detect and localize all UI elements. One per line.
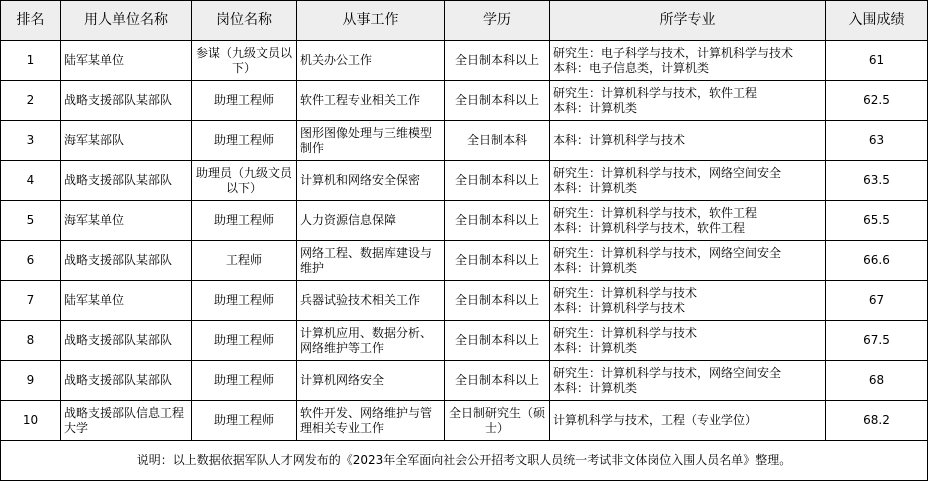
table-row <box>1 281 928 321</box>
position-cell: 工程师 <box>192 241 297 281</box>
major-cell <box>550 121 826 161</box>
work-cell: 人力资源信息保障 <box>297 201 445 241</box>
rank-cell: 1 <box>1 41 61 81</box>
work-cell: 计算机和网络安全保密 <box>297 161 445 201</box>
position-cell: 助理工程师 <box>192 361 297 401</box>
rank-cell: 2 <box>1 81 61 121</box>
major-cell <box>550 81 826 121</box>
unit-cell: 海军某部队 <box>61 121 192 161</box>
work-cell: 计算机应用、数据分析、网络维护等工作 <box>297 321 445 361</box>
major-cell <box>550 161 826 201</box>
table-row <box>1 41 928 81</box>
unit-cell: 海军某单位 <box>61 201 192 241</box>
score-cell: 68.2 <box>826 401 928 441</box>
major-cell <box>550 401 826 441</box>
education-cell: 全日制本科以上 <box>445 321 550 361</box>
major-cell <box>550 241 826 281</box>
major-line: 研究生：计算机科学与技术，软件工程 <box>553 85 758 100</box>
education-cell: 全日制本科以上 <box>445 281 550 321</box>
position-cell: 助理工程师 <box>192 281 297 321</box>
unit-cell: 战略支援部队信息工程大学 <box>61 401 192 441</box>
header-row <box>1 1 928 41</box>
rank-cell: 3 <box>1 121 61 161</box>
header-score: 入围成绩 <box>826 1 928 41</box>
table-note: 说明：以上数据依据军队人才网发布的《2023年全军面向社会公开招考文职人员统一考试非文体岗位入围人员名单》整理。 <box>1 441 928 481</box>
major-line: 研究生：计算机科学与技术 <box>553 285 698 300</box>
major-cell <box>550 361 826 401</box>
education-cell: 全日制本科以上 <box>445 41 550 81</box>
header-major: 所学专业 <box>550 1 826 41</box>
position-cell: 助理工程师 <box>192 81 297 121</box>
unit-cell: 战略支援部队某部队 <box>61 161 192 201</box>
education-cell: 全日制本科以上 <box>445 241 550 281</box>
major-line: 研究生：电子科学与技术，计算机科学与技术 <box>553 45 794 60</box>
position-cell: 参谋（九级文员以下） <box>192 41 297 81</box>
score-cell: 62.5 <box>826 81 928 121</box>
table-row <box>1 121 928 161</box>
major-line: 研究生：计算机科学与技术，网络空间安全 <box>553 365 782 380</box>
education-cell: 全日制本科以上 <box>445 361 550 401</box>
table-row <box>1 361 928 401</box>
work-cell: 软件开发、网络维护与管理相关专业工作 <box>297 401 445 441</box>
major-line: 研究生：计算机科学与技术 <box>553 325 698 340</box>
table-row <box>1 401 928 441</box>
major-line: 研究生：计算机科学与技术，网络空间安全 <box>553 165 782 180</box>
header-education: 学历 <box>445 1 550 41</box>
major-line: 计算机科学与技术，工程（专业学位） <box>553 413 758 427</box>
work-cell: 机关办公工作 <box>297 41 445 81</box>
header-work: 从事工作 <box>297 1 445 41</box>
work-cell: 计算机网络安全 <box>297 361 445 401</box>
rank-cell: 4 <box>1 161 61 201</box>
table-row <box>1 161 928 201</box>
unit-cell: 战略支援部队某部队 <box>61 361 192 401</box>
score-cell: 66.6 <box>826 241 928 281</box>
education-cell: 全日制本科 <box>445 121 550 161</box>
unit-cell: 陆军某单位 <box>61 281 192 321</box>
header-unit: 用人单位名称 <box>61 1 192 41</box>
rank-cell: 8 <box>1 321 61 361</box>
table-row <box>1 81 928 121</box>
major-cell <box>550 321 826 361</box>
score-cell: 63 <box>826 121 928 161</box>
header-position: 岗位名称 <box>192 1 297 41</box>
rank-cell: 9 <box>1 361 61 401</box>
unit-cell: 战略支援部队某部队 <box>61 241 192 281</box>
major-line: 本科：计算机类 <box>553 340 638 355</box>
score-cell: 63.5 <box>826 161 928 201</box>
major-line: 本科：计算机类 <box>553 180 638 195</box>
major-line: 本科：计算机科学与技术 <box>553 300 686 315</box>
work-cell: 软件工程专业相关工作 <box>297 81 445 121</box>
education-cell: 全日制本科以上 <box>445 201 550 241</box>
position-cell: 助理工程师 <box>192 121 297 161</box>
work-cell: 网络工程、数据库建设与维护 <box>297 241 445 281</box>
major-line: 本科：计算机类 <box>553 380 638 395</box>
rank-cell: 6 <box>1 241 61 281</box>
rank-cell: 7 <box>1 281 61 321</box>
major-line: 研究生：计算机科学与技术，网络空间安全 <box>553 245 782 260</box>
major-line: 本科：计算机类 <box>553 100 638 115</box>
table-row <box>1 201 928 241</box>
major-line: 本科：计算机科学与技术 <box>553 133 686 147</box>
work-cell: 兵器试验技术相关工作 <box>297 281 445 321</box>
unit-cell: 战略支援部队某部队 <box>61 81 192 121</box>
rank-cell: 5 <box>1 201 61 241</box>
score-cell: 67.5 <box>826 321 928 361</box>
score-cell: 68 <box>826 361 928 401</box>
rank-cell: 10 <box>1 401 61 441</box>
education-cell: 全日制本科以上 <box>445 81 550 121</box>
major-line: 本科：电子信息类，计算机类 <box>553 60 710 75</box>
table-row <box>1 321 928 361</box>
major-line: 研究生：计算机科学与技术，软件工程 <box>553 205 758 220</box>
header-rank: 排名 <box>1 1 61 41</box>
score-cell: 61 <box>826 41 928 81</box>
major-cell <box>550 41 826 81</box>
score-cell: 65.5 <box>826 201 928 241</box>
unit-cell: 战略支援部队某部队 <box>61 321 192 361</box>
table-row <box>1 241 928 281</box>
education-cell: 全日制研究生（硕士） <box>445 401 550 441</box>
score-cell: 67 <box>826 281 928 321</box>
major-line: 本科：计算机科学与技术，软件工程 <box>553 220 746 235</box>
major-cell <box>550 201 826 241</box>
work-cell: 图形图像处理与三维模型制作 <box>297 121 445 161</box>
position-cell: 助理工程师 <box>192 401 297 441</box>
position-cell: 助理工程师 <box>192 321 297 361</box>
unit-cell: 陆军某单位 <box>61 41 192 81</box>
note-row <box>1 441 928 481</box>
major-cell <box>550 281 826 321</box>
position-cell: 助理员（九级文员以下） <box>192 161 297 201</box>
major-line: 本科：计算机类 <box>553 260 638 275</box>
table-body <box>1 41 928 441</box>
position-cell: 助理工程师 <box>192 201 297 241</box>
education-cell: 全日制本科以上 <box>445 161 550 201</box>
